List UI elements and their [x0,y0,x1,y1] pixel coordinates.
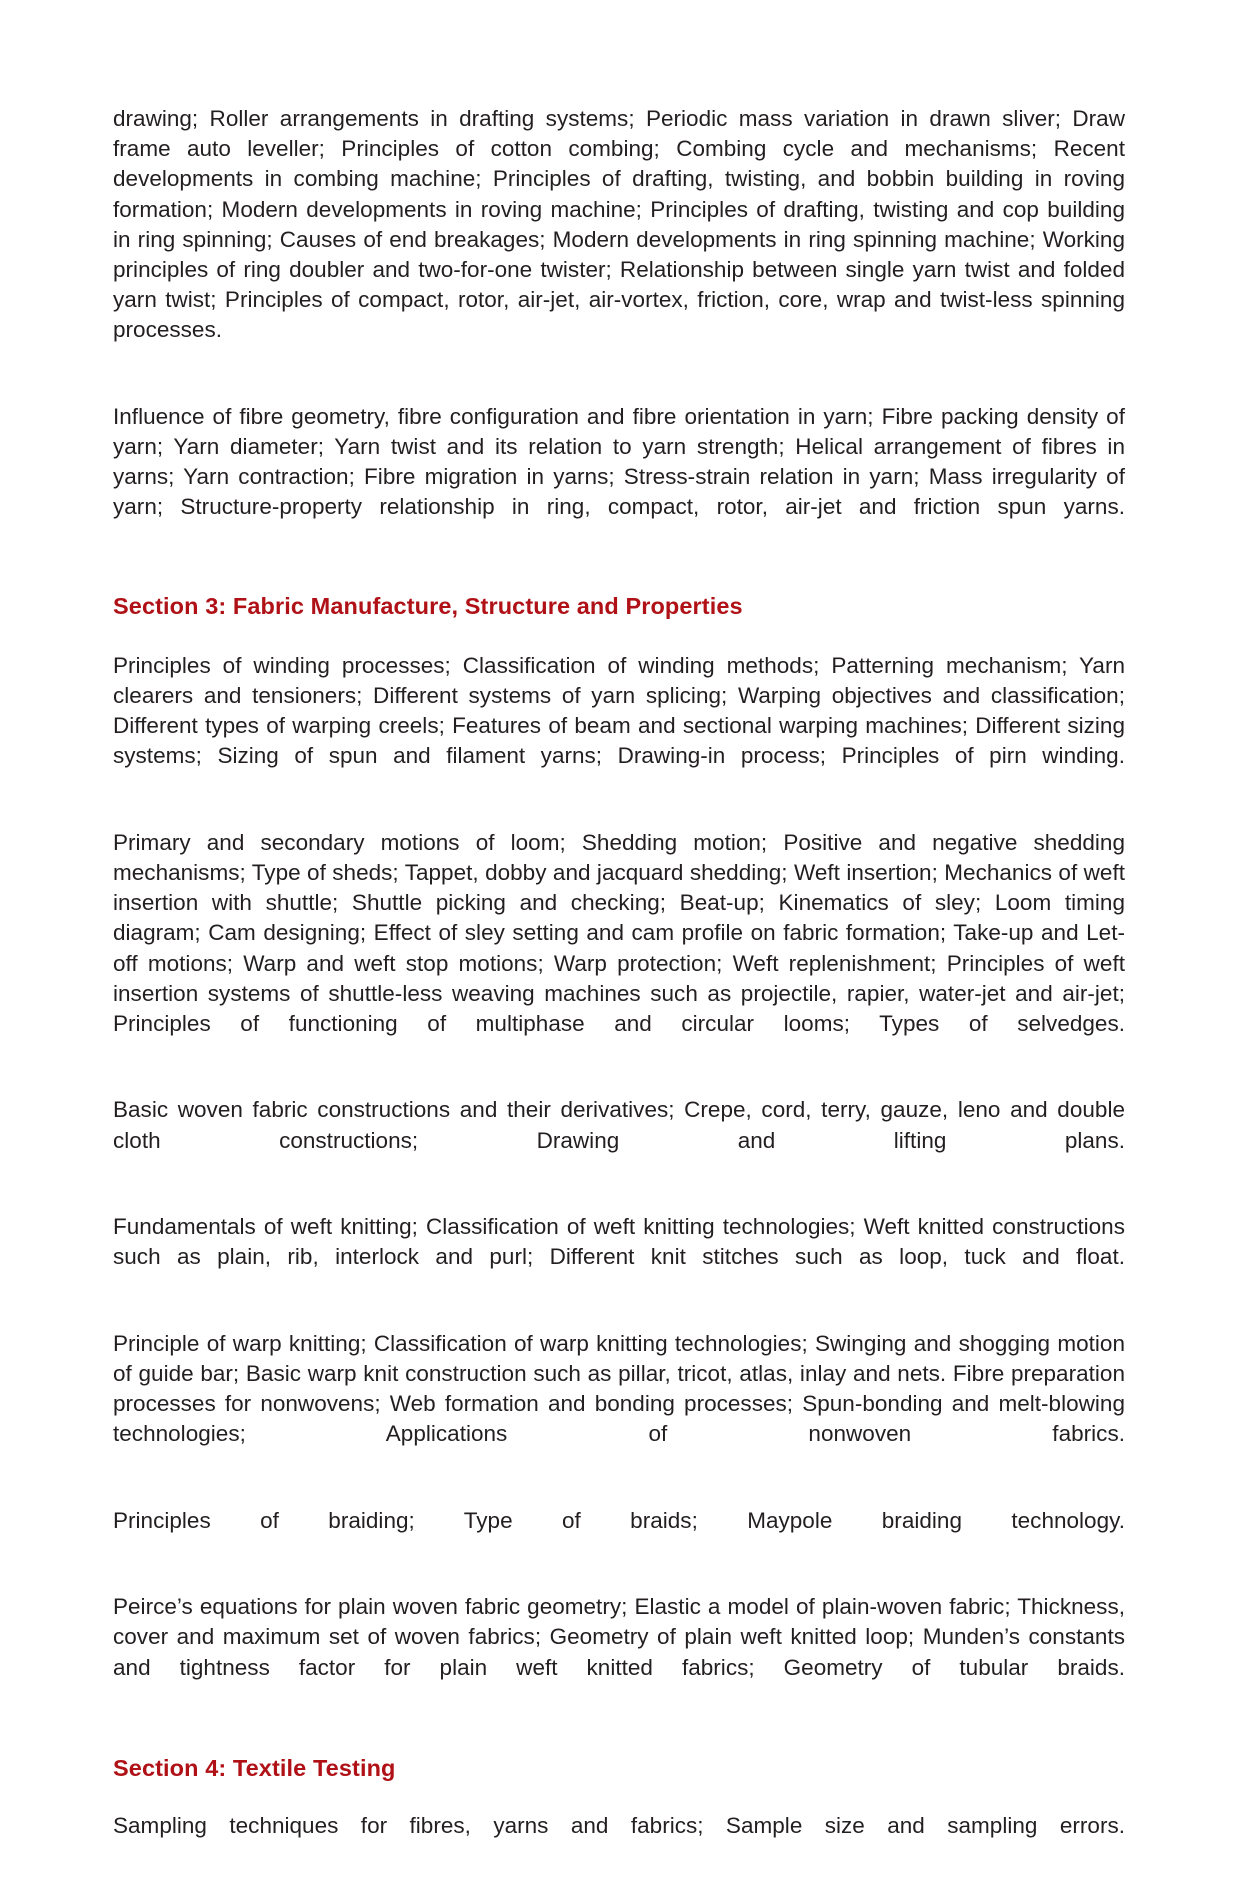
paragraph-winding-warping: Principles of winding processes; Classification of winding methods; Patterning mechanism; Yarn clearers and tensioners; Different systems of yarn splicing; Warping objectives and classification; Different types of warping creels; Features of beam and sectional warping machines; Different sizing systems; Sizing of spun and filament yarns; Drawing-in process; Principles of pirn winding. [113,652,1125,769]
section-3-heading: Section 3: Fabric Manufacture, Structure and Properties [113,592,743,619]
section-4-heading: Section 4: Textile Testing [113,1754,396,1781]
paragraph-fabric-geometry: Peirce’s equations for plain woven fabric geometry; Elastic a model of plain-woven fabric; Thickness, cover and maximum set of woven fabrics; Geometry of plain weft knitted loop; Munden’s constants and tightness factor for plain weft knitted fabrics; Geometry of tubular braids. [113,1594,1125,1680]
paragraph-spinning-processes: drawing; Roller arrangements in drafting systems; Periodic mass variation in drawn sliver; Draw frame auto leveller; Principles of cotton combing; Combing cycle and mechanisms; Recent developments in combing machine; Principles of drafting, twisting, and bobbin building in roving formation; Modern developments in roving machine; Principles of drafting, twisting and cop building in ring spinning; Causes of end breakages; Modern developments in ring spinning machine; Working principles of ring doubler and two-for-one twister; Relationship between single yarn twist and folded yarn twist; Principles of compact, rotor, air-jet, air-vortex, friction, core, wrap and twist-less spinning processes. [113,106,1125,343]
paragraph-yarn-structure: Influence of fibre geometry, fibre configuration and fibre orientation in yarn; Fibre packing density of yarn; Yarn diameter; Yarn twist and its relation to yarn strength; Helical arrangement of fibres in yarns; Yarn contraction; Fibre migration in yarns; Stress-strain relation in yarn; Mass irregularity of yarn; Structure-property relationship in ring, compact, rotor, air-jet and friction spun yarns. [113,403,1125,520]
paragraph-warp-knitting-nonwovens: Principle of warp knitting; Classification of warp knitting technologies; Swinging and shogging motion of guide bar; Basic warp knit construction such as pillar, tricot, atlas, inlay and nets. Fibre preparation processes for nonwovens; Web formation and bonding processes; Spun-bonding and melt-blowing technologies; Applications of nonwoven fabrics. [113,1330,1125,1447]
paragraph-braiding: Principles of braiding; Type of braids; Maypole braiding technology. [113,1507,1125,1533]
paragraph-woven-constructions: Basic woven fabric constructions and their derivatives; Crepe, cord, terry, gauze, leno and double cloth constructions; Drawing and lifting plans. [113,1097,1125,1153]
paragraph-weft-knitting: Fundamentals of weft knitting; Classification of weft knitting technologies; Weft knitted constructions such as plain, rib, interlock and purl; Different knit stitches such as loop, tuck and float. [113,1214,1125,1270]
section-4-heading-block [113,1753,1125,1783]
paragraph-sampling: Sampling techniques for fibres, yarns and fabrics; Sample size and sampling errors. [113,1812,1125,1838]
document-content [113,104,1125,1897]
paragraph-loom-motions: Primary and secondary motions of loom; Shedding motion; Positive and negative shedding mechanisms; Type of sheds; Tappet, dobby and jacquard shedding; Weft insertion; Mechanics of weft insertion with shuttle; Shuttle picking and checking; Beat-up; Kinematics of sley; Loom timing diagram; Cam designing; Effect of sley setting and cam profile on fabric formation; Take-up and Let-off motions; Warp and weft stop motions; Warp protection; Weft replenishment; Principles of weft insertion systems of shuttle-less weaving machines such as projectile, rapier, water-jet and air-jet; Principles of functioning of multiphase and circular looms; Types of selvedges. [113,829,1125,1037]
section-3-heading-block [113,591,1125,621]
